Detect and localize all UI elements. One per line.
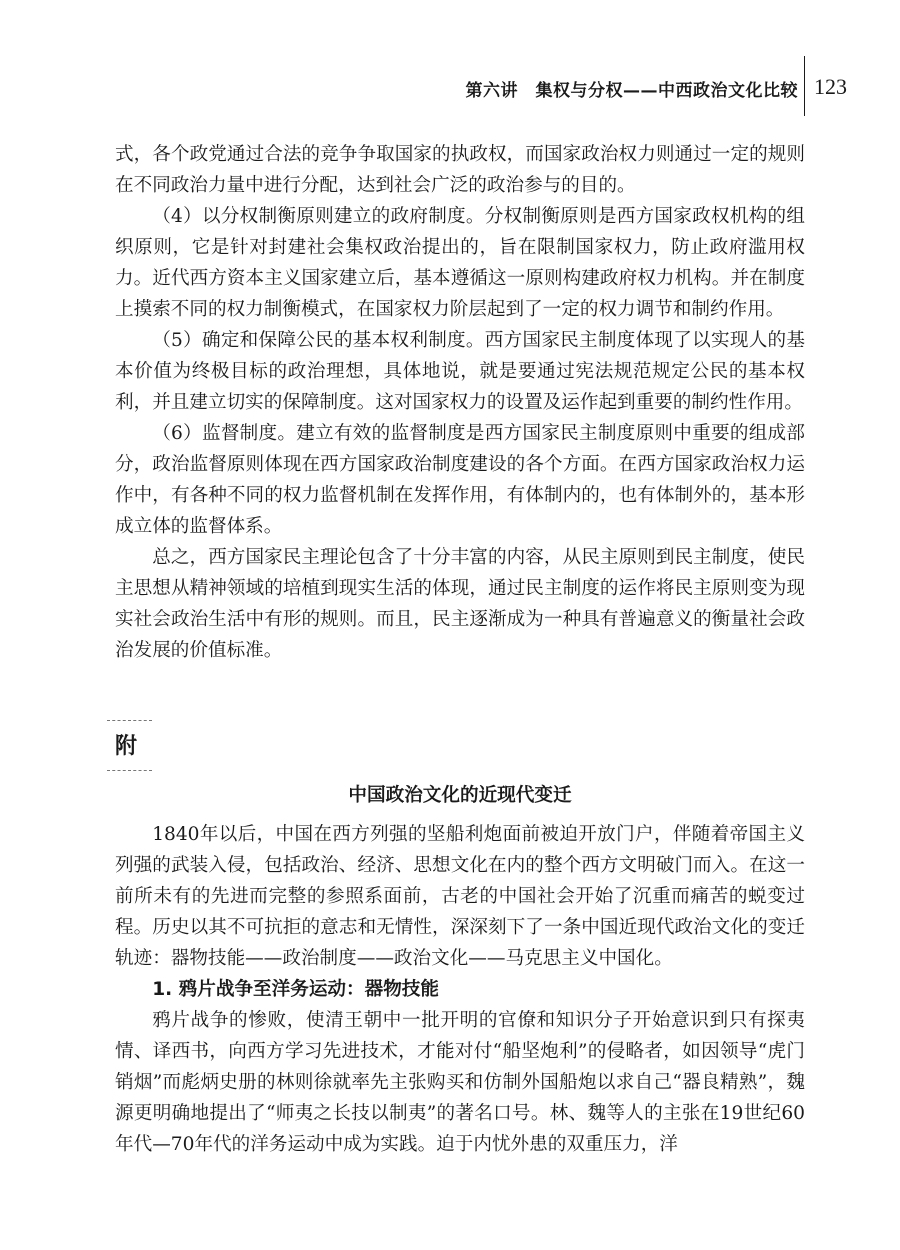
appendix-label-text: 附: [115, 734, 138, 759]
paragraph: 鸦片战争的惨败，使清王朝中一批开明的官僚和知识分子开始意识到只有探夷情、译西书，向西方学习先进技术，才能对付“船坚炮利”的侵略者，如因领导“虎门销烟”而彪炳史册的林则徐就率先主张购买和仿制外国船炮以求自己“器良精熟”，魏源更明确地提出了“师夷之长技以制夷”的著名口号。林、魏等人的主张在19世纪60年代—70年代的洋务运动中成为实践。迫于内忧外患的双重压力，洋: [115, 1010, 805, 1155]
paragraph: 式，各个政党通过合法的竞争争取国家的执政权，而国家政治权力则通过一定的规则在不同政治力量中进行分配，达到社会广泛的政治参与的目的。: [115, 144, 805, 196]
section-body: [115, 819, 805, 1160]
chapter-title: 第六讲 集权与分权——中西政治文化比较: [465, 81, 798, 101]
paragraph: （5）确定和保障公民的基本权利制度。西方国家民主制度体现了以实现人的基本价值为终极目标的政治理想，具体地说，就是要通过宪法规范规定公民的基本权利，并且建立切实的保障制度。这对国家权力的设置及运作起到重要的制约性作用。: [115, 330, 805, 413]
paragraph: 总之，西方国家民主理论包含了十分丰富的内容，从民主原则到民主制度，使民主思想从精神领域的培植到现实生活的体现，通过民主制度的运作将民主原则变为现实社会政治生活中有形的规则。而且，民主逐渐成为一种具有普遍意义的衡量社会政治发展的价值标准。: [115, 547, 805, 661]
body-text: [115, 139, 805, 666]
page-number: 123: [814, 74, 847, 99]
paragraph: （4）以分权制衡原则建立的政府制度。分权制衡原则是西方国家政权机构的组织原则，它是针对封建社会集权政治提出的，旨在限制国家权力，防止政府滥用权力。近代西方资本主义国家建立后，基本遵循这一原则构建政府权力机构。并在制度上摸索不同的权力制衡模式，在国家权力阶层起到了一定的权力调节和制约作用。: [115, 206, 805, 320]
running-header: [0, 76, 900, 106]
paragraph: 1840年以后，中国在西方列强的坚船利炮面前被迫开放门户，伴随着帝国主义列强的武装入侵，包括政治、经济、思想文化在内的整个西方文明破门而入。在这一前所未有的先进而完整的参照系面前，古老的中国社会开始了沉重而痛苦的蜕变过程。历史以其不可抗拒的意志和无情性，深深刻下了一条中国近现代政治文化的变迁轨迹：器物技能——政治制度——政治文化——马克思主义中国化。: [115, 824, 805, 969]
paragraph: （6）监督制度。建立有效的监督制度是西方国家民主制度原则中重要的组成部分，政治监督原则体现在西方国家政治制度建设的各个方面。在西方国家政治权力运作中，有各种不同的权力监督机制在发挥作用，有体制内的，也有体制外的，基本形成立体的监督体系。: [115, 423, 805, 537]
appendix-label: [107, 720, 152, 771]
section-title: 中国政治文化的近现代变迁: [348, 785, 572, 806]
header-divider: [804, 56, 805, 116]
subheading: 1. 鸦片战争至洋务运动：器物技能: [152, 979, 439, 1000]
